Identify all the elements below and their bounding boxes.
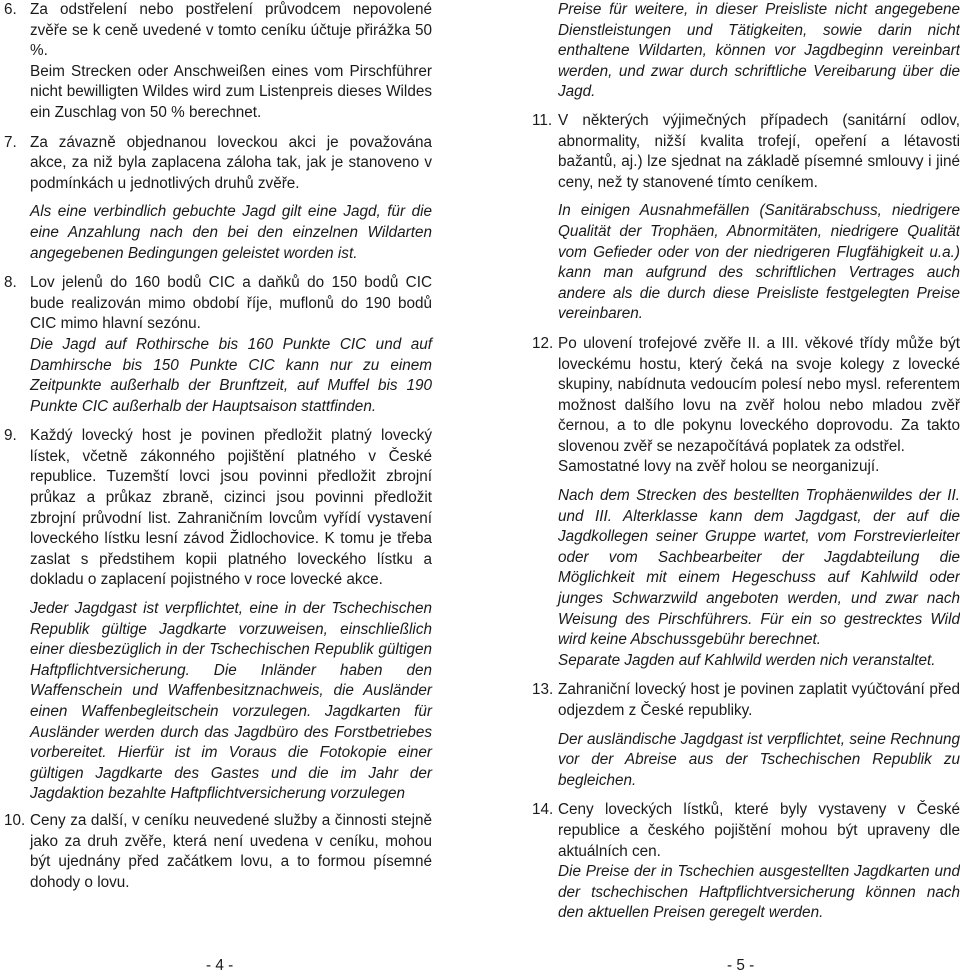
item-text-cz: Za závazně objednanou loveckou akci je považována akce, za niž byla zaplacena záloha tak, jak je stanoveno v podmínkách u jednotlivých druhů zvěře.: [30, 133, 432, 192]
item-number: 8.: [4, 274, 17, 292]
continuation-text-de: Preise für weitere, in dieser Preisliste nicht angegebene Dienstleistungen und Tätigkeiten, sowie darin nicht enthaltene Wildarten, können vor Jagdbeginn vereinbart werden, und zwar durch schriftliche Vereibarung über die Jagd.: [558, 1, 960, 101]
item-text-cz: Zahraniční lovecký host je povinen zaplatit vyúčtování před odjezdem z České republiky.: [558, 681, 960, 719]
item-text-de-extra: Separate Jagden auf Kahlwild werden nich veranstaltet.: [558, 651, 936, 669]
list-item-10: [4, 811, 432, 893]
list-item-6: [4, 0, 432, 124]
list-item-13: [532, 680, 960, 791]
item-text-cz: Po ulovení trofejové zvěře II. a III. věkové třídy může být loveckému hostu, který čeká na svoje kolegy z lovecké skupiny, nabídnuta vedoucím polesí nebo mysl. referentem možnost dalšího lovu na zvěř holou nebo mladou zvěř černou, a to dle pokynu loveckého doprovodu. Za takto slovenou zvěř se nezapočítává poplatek za odstřel.: [558, 334, 960, 455]
item-text-de: Die Preise der in Tschechien ausgestellten Jagdkarten und der tschechischen Haftpflichtversicherung können nach den aktuellen Preisen geregelt werden.: [558, 863, 960, 922]
right-column: [532, 0, 960, 924]
item-number: 14.: [532, 801, 554, 819]
item-text-de: Nach dem Strecken des bestellten Trophäenwildes der II. und III. Alterklasse kann dem Jagdgast, der auf die Jagdkollegen seiner Gruppe wartet, vom Forstrevierleiter oder vom Sachbearbeiter der Jagdabteilung die Möglichkeit mit einem Hegeschuss auf Kahlwild oder junges Schwarzwild angeboten werden, und zwar nach Weisung des Pirschführers. Für ein so gestrecktes Wild wird keine Abschussgebühr berechnet.: [558, 487, 960, 649]
item-text-cz: Ceny loveckých lístků, které byly vystaveny v České republice a českého pojištění mohou být upraveny dle aktuálních cen.: [558, 801, 960, 860]
item-text-cz: Ceny za další, v ceníku neuvedené služby a činnosti stejně jako za druh zvěře, která není uvedena v ceníku, mohou být ujednány před začátkem lovu, a to formou písemné dohody o lovu.: [30, 811, 432, 891]
page-number-left: - 4 -: [206, 957, 234, 974]
item-number: 6.: [4, 1, 17, 18]
page-number-right: - 5 -: [727, 957, 755, 974]
item-text-cz: Každý lovecký host je povinen předložit platný lovecký lístek, včetně zákonného pojištění platného v České republice. Tuzemští lovci jsou povinni předložit zbrojní průkaz a průkaz zbraně, cizinci jsou povinni předložit zbrojní průvodní list. Zahraničním lovcům vyřídí vystavení loveckého lístku lesní závod Židlochovice. K tomu je třeba zaslat s předstihem kopii platného loveckého lístku a dokladu o zaplacení pojistného v roce lovecké akce.: [30, 427, 432, 589]
list-item-12: [532, 334, 960, 672]
item-number: 10.: [4, 811, 26, 829]
left-column: [4, 0, 432, 893]
list-item-9: [4, 426, 432, 805]
item-number: 9.: [4, 427, 17, 445]
item-text-de: Beim Strecken oder Anschweißen eines vom Pirschführer nicht bewilligten Wildes wird zum Listenpreis dieses Wildes ein Zuschlag von 50 % berechnet.: [30, 62, 432, 121]
list-item-14: [532, 800, 960, 924]
item-text-de: Jeder Jagdgast ist verpflichtet, eine in der Tschechischen Republik gültige Jagdkarte vorzuweisen, einschließlich einer diesbezüglich in der Tschechischen Republik gültigen Haftpflichtversicherung. Die Inländer haben den Waffenschein und Waffenbesitznachweis, die Ausländer einen Waffenbegleitschein vorzulegen. Jagdkarten für Ausländer werden durch das Jagdbüro des Forstbetriebes vorbereitet. Hierfür ist im Voraus die Fotokopie einer gültigen Jagdkarte des Gastes und die im Jahr der Jagdaktion bezahlte Haftpflichtversicherung vorzulegen: [30, 600, 432, 803]
item-text-cz: Za odstřelení nebo postřelení průvodcem nepovolené zvěře se k ceně uvedené v tomto ceníku účtuje přirážka 50 %.: [30, 1, 432, 60]
item-text-de: Der ausländische Jagdgast ist verpflichtet, seine Rechnung vor der Abreise aus der Tschechischen Republik zu begleichen.: [558, 730, 960, 789]
item-text-cz: V některých výjimečných případech (sanitární odlov, abnormality, nižší kvalita trofejí, opeření a létavosti bažantů, aj.) lze sjednat na základě písemné smlouvy i jiné ceny, než ty stanovené tímto ceníkem.: [558, 111, 960, 191]
continuation-block: [532, 0, 960, 103]
list-item-11: [532, 111, 960, 325]
item-number: 12.: [532, 334, 554, 352]
list-item-8: [4, 273, 432, 417]
item-text-cz-extra: Samostatné lovy na zvěř holou se neorganizují.: [558, 458, 880, 476]
item-text-de: Die Jagd auf Rothirsche bis 160 Punkte CIC und auf Damhirsche bis 150 Punkte CIC kann nur zu einem Zeitpunkte außerhalb der Brunftzeit, auf Muffel bis 190 Punkte CIC außerhalb der Hauptsaison stattfinden.: [30, 335, 432, 415]
item-text-de: Als eine verbindlich gebuchte Jagd gilt eine Jagd, für die eine Anzahlung nach den bei den einzelnen Wildarten angegebenen Bedingungen geleistet worden ist.: [30, 203, 432, 262]
list-item-7: [4, 133, 432, 265]
item-number: 13.: [532, 681, 554, 699]
item-number: 7.: [4, 133, 17, 151]
item-text-cz: Lov jelenů do 160 bodů CIC a daňků do 150 bodů CIC bude realizován mimo období říje, muflonů do 190 bodů CIC mimo hlavní sezónu.: [30, 274, 432, 333]
item-number: 11.: [532, 111, 553, 129]
item-text-de: In einigen Ausnahmefällen (Sanitärabschuss, niedrigere Qualität der Trophäen, Abnormitäten, niedrigere Qualität vom Gefieder oder von der niedrigeren Flugfähigkeit u.a.) kann man aufgrund des schriftlichen Vertrages auch andere als die durch diese Preisliste festgelegten Preise vereinbaren.: [558, 202, 960, 323]
